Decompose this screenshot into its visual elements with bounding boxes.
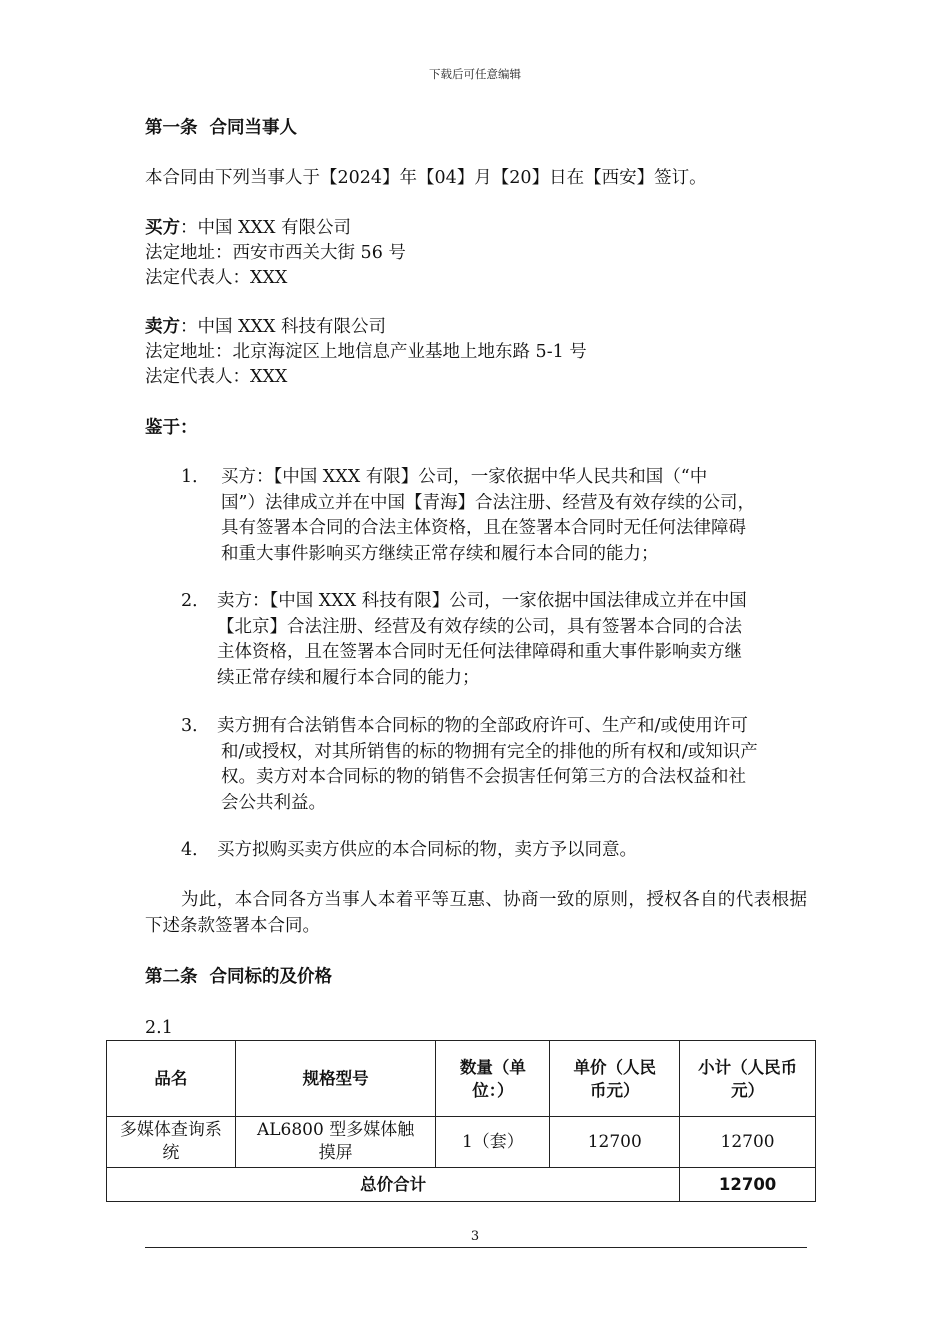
whereas-label: 鉴于： [145,418,198,438]
whereas-item-line: 和重大事件影响买方继续正常存续和履行本合同的能力； [221,543,659,564]
header-unit-price: 单价（人民币元） [550,1041,680,1117]
whereas-item-line: 和/或授权，对其所销售的标的物拥有完全的排他的所有权和/或知识产 [221,741,758,762]
header-model: 规格型号 [235,1041,436,1117]
article1-number: 第一条 [145,118,198,138]
page-header-note: 下载后可任意编辑 [429,67,521,81]
whereas-item-line: 卖方拥有合法销售本合同标的物的全部政府许可、生产和/或使用许可 [217,716,748,736]
header-subtotal: 小计（人民币元） [680,1041,816,1117]
whereas-item-number: 3． [181,716,210,736]
whereas-item-line: 买方拟购买卖方供应的本合同标的物，卖方予以同意。 [217,840,637,860]
whereas-item-number: 4． [181,840,210,860]
article1-heading [145,116,297,140]
seller-representative: 法定代表人：XXX [145,367,288,387]
whereas-item-2 [145,589,810,691]
whereas-item-line: 续正常存续和履行本合同的能力； [217,667,480,688]
buyer-name: ：中国 XXX 有限公司 [180,218,352,238]
article2-title: 合同标的及价格 [209,967,332,987]
whereas-item-1 [145,465,810,567]
article2-heading [145,965,332,989]
whereas-item-line: 会公共利益。 [221,792,326,813]
footer-divider [145,1247,807,1248]
article1-intro: 本合同由下列当事人于【2024】年【04】月【20】日在【西安】签订。 [145,168,707,188]
seller-label: 卖方 [145,317,180,337]
whereas-item-line: 买方：【中国 XXX 有限】公司，一家依据中华人民共和国（“中 [221,467,708,487]
total-value: 12700 [680,1168,816,1202]
table-row [107,1117,816,1168]
buyer-label: 买方 [145,218,180,238]
cell-unit-price: 12700 [550,1117,680,1168]
goods-price-table [106,1040,816,1202]
closing-paragraph: 为此，本合同各方当事人本着平等互惠、协商一致的原则，授权各自的代表根据下述条款签署本合同。 [145,890,807,936]
seller-address: 法定地址：北京海淀区上地信息产业基地上地东路 5-1 号 [145,342,587,362]
cell-quantity: 1（套） [436,1117,550,1168]
buyer-representative: 法定代表人：XXX [145,268,288,288]
whereas-item-4 [145,838,810,864]
header-quantity: 数量（单位：） [436,1041,550,1117]
whereas-item-line: 具有签署本合同的合法主体资格，且在签署本合同时无任何法律障碍 [221,518,746,538]
cell-model: AL6800 型多媒体触摸屏 [235,1117,436,1168]
whereas-item-line: 【北京】合法注册、经营及有效存续的公司，具有签署本合同的合法 [217,616,742,637]
buyer-name-line [145,216,351,240]
section-2-1-label: 2.1 [145,1018,173,1038]
buyer-address: 法定地址：西安市西关大街 56 号 [145,243,406,263]
cell-subtotal: 12700 [680,1117,816,1168]
seller-name: ：中国 XXX 科技有限公司 [180,317,387,337]
whereas-item-line: 卖方：【中国 XXX 科技有限】公司，一家依据中国法律成立并在中国 [217,591,747,611]
article2-number: 第二条 [145,967,198,987]
whereas-item-line: 国”）法律成立并在中国【青海】合法注册、经营及有效存续的公司， [221,492,755,513]
total-label: 总价合计 [107,1168,680,1202]
header-product-name: 品名 [107,1041,236,1117]
cell-product-name: 多媒体查询系统 [107,1117,236,1168]
table-header-row [107,1041,816,1117]
whereas-item-3 [145,714,810,816]
whereas-item-number: 2． [181,591,210,611]
page-number: 3 [470,1229,480,1244]
seller-name-line [145,315,386,339]
whereas-item-line: 主体资格，且在签署本合同时无任何法律障碍和重大事件影响卖方继 [217,642,742,662]
article1-title: 合同当事人 [209,118,297,138]
table-total-row [107,1168,816,1202]
whereas-item-line: 权。卖方对本合同标的物的销售不会损害任何第三方的合法权益和社 [221,767,746,787]
whereas-item-number: 1． [181,467,210,487]
